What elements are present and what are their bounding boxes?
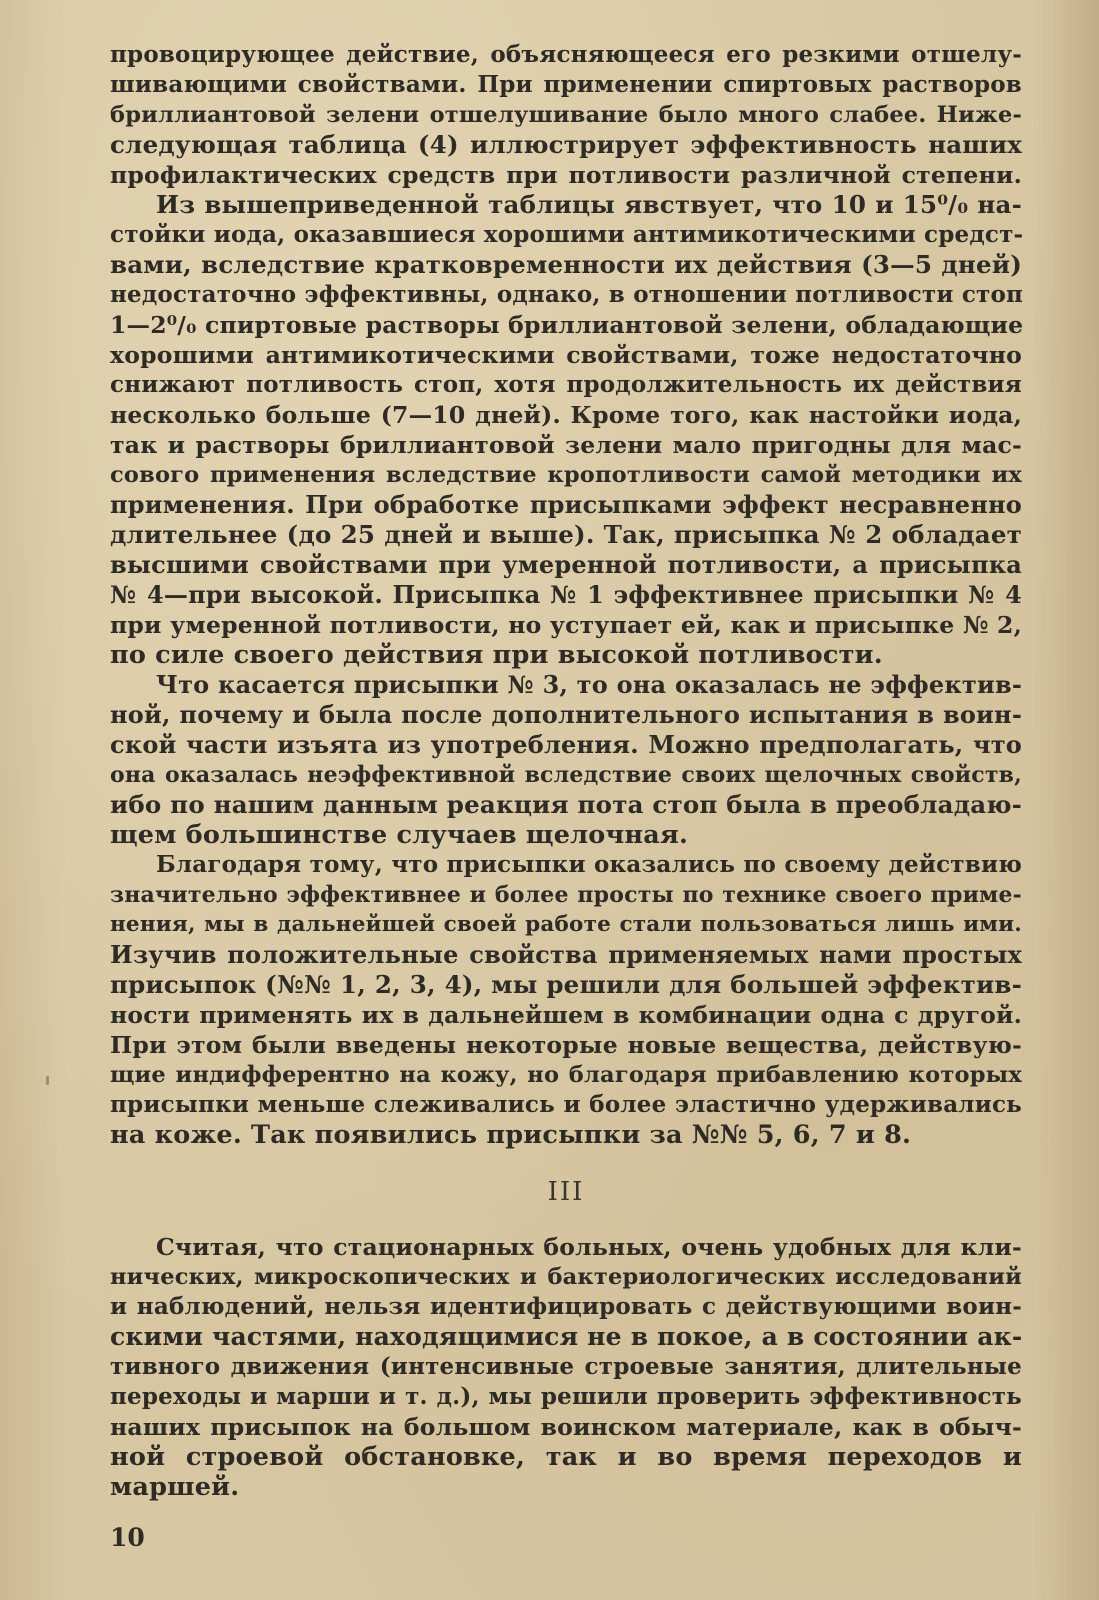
text-line: шивающими свойствами. При применении спиртовых растворов <box>110 71 1022 98</box>
text-line: Благодаря тому, что присыпки оказались по своему действию <box>156 851 1022 878</box>
text-line: ной, почему и была после дополнительного испытания в воин- <box>110 700 1022 729</box>
text-line: недостаточно эффективны, однако, в отношении потливости стоп <box>110 281 1024 308</box>
text-line: Изучив положительные свойства применяемых нами простых <box>110 940 1022 969</box>
text-line: При этом были введены некоторые новые вещества, действую- <box>110 1031 1022 1059</box>
text-line: нических, микроскопических и бактериологических исследований <box>110 1264 1022 1290</box>
page-number: 10 <box>110 1523 145 1552</box>
text-line: значительно эффективнее и более просты по технике своего приме- <box>110 882 1022 908</box>
text-line: щие индифферентно на кожу, но благодаря прибавлению которых <box>110 1062 1022 1088</box>
text-line: снижают потливость стоп, хотя продолжительность их действия <box>110 371 1022 398</box>
text-line: сового применения вследствие кропотливости самой методики их <box>110 462 1022 488</box>
paragraph-2 <box>110 190 1022 670</box>
text-line: провоцирующее действие, объясняющееся его резкими отшелу- <box>110 41 1022 68</box>
text-line: скими частями, находящимися не в покое, а в состоянии ак- <box>110 1322 1023 1351</box>
text-line: Считая, что стационарных больных, очень удобных для кли- <box>156 1233 1022 1261</box>
text-line: щем большинстве случаев щелочная. <box>110 820 689 850</box>
text-line: тивного движения (интенсивные строевые занятия, длительные <box>110 1353 1022 1380</box>
text-line: ности применять их в дальнейшем в комбинации одна с другой. <box>110 1001 1022 1029</box>
text-line: № 4—при высокой. Присыпка № 1 эффективнее присыпки № 4 <box>110 580 1022 609</box>
text-line: ибо по нашим данным реакция пота стоп была в преобладаю- <box>110 790 1023 819</box>
text-line: так и растворы бриллиантовой зелени мало пригодны для мас- <box>110 431 1022 459</box>
text-line: присыпок (№№ 1, 2, 3, 4), мы решили для большей эффектив- <box>110 970 1022 999</box>
section-heading: III <box>547 1177 585 1207</box>
text-line: высшими свойствами при умеренной потливости, а присыпка <box>110 550 1022 579</box>
text-line: ной строевой обстановке, так и во время переходов и <box>110 1442 1022 1472</box>
text-line: бриллиантовой зелени отшелушивание было много слабее. Ниже- <box>110 102 1022 128</box>
paragraph-3 <box>110 670 1022 850</box>
text-line: маршей. <box>110 1472 240 1502</box>
text-line: Из вышеприведенной таблицы явствует, что 10 и 15⁰/₀ на- <box>156 190 1022 219</box>
paper-speck <box>46 1076 49 1085</box>
text-line: следующая таблица (4) иллюстрирует эффективность наших <box>110 130 1022 159</box>
text-line: наших присыпок на большом воинском материале, как в обыч- <box>110 1413 1022 1441</box>
text-line: при умеренной потливости, но уступает ей, как и присыпке № 2, <box>110 611 1022 639</box>
text-line: длительнее (до 25 дней и выше). Так, присыпка № 2 обладает <box>110 520 1022 549</box>
text-line: ской части изъята из употребления. Можно предполагать, что <box>110 730 1022 759</box>
text-line: по силе своего действия при высокой потливости. <box>110 640 883 670</box>
text-line: присыпки меньше слеживались и более эластично удерживались <box>110 1091 1022 1118</box>
text-line: профилактических средств при потливости различной степени. <box>110 161 1022 189</box>
paragraph-1 <box>110 40 1022 190</box>
paragraph-4 <box>110 850 1022 1150</box>
text-line: 1—2⁰/₀ спиртовые растворы бриллиантовой зелени, обладающие <box>110 311 1024 339</box>
text-line: вами, вследствие кратковременности их действия (3—5 дней) <box>110 250 1022 279</box>
text-line: несколько больше (7—10 дней). Кроме того, как настойки иода, <box>110 401 1022 429</box>
paragraph-5 <box>110 1232 1022 1502</box>
text-line: Что касается присыпки № 3, то она оказалась не эффектив- <box>156 670 1022 699</box>
text-line: переходы и марши и т. д.), мы решили проверить эффективность <box>110 1383 1022 1410</box>
page-body <box>110 40 1022 1502</box>
text-line: применения. При обработке присыпками эффект несравненно <box>110 490 1022 519</box>
text-line: на коже. Так появились присыпки за №№ 5, 6, 7 и 8. <box>110 1120 912 1150</box>
text-line: нения, мы в дальнейшей своей работе стали пользоваться лишь ими. <box>110 912 1022 937</box>
text-line: хорошими антимикотическими свойствами, тоже недостаточно <box>110 341 1022 369</box>
text-line: она оказалась неэффективной вследствие своих щелочных свойств, <box>110 762 1022 788</box>
text-line: стойки иода, оказавшиеся хорошими антимикотическими средст- <box>110 221 1024 248</box>
text-line: и наблюдений, нельзя идентифицировать с действующими воин- <box>110 1293 1022 1320</box>
